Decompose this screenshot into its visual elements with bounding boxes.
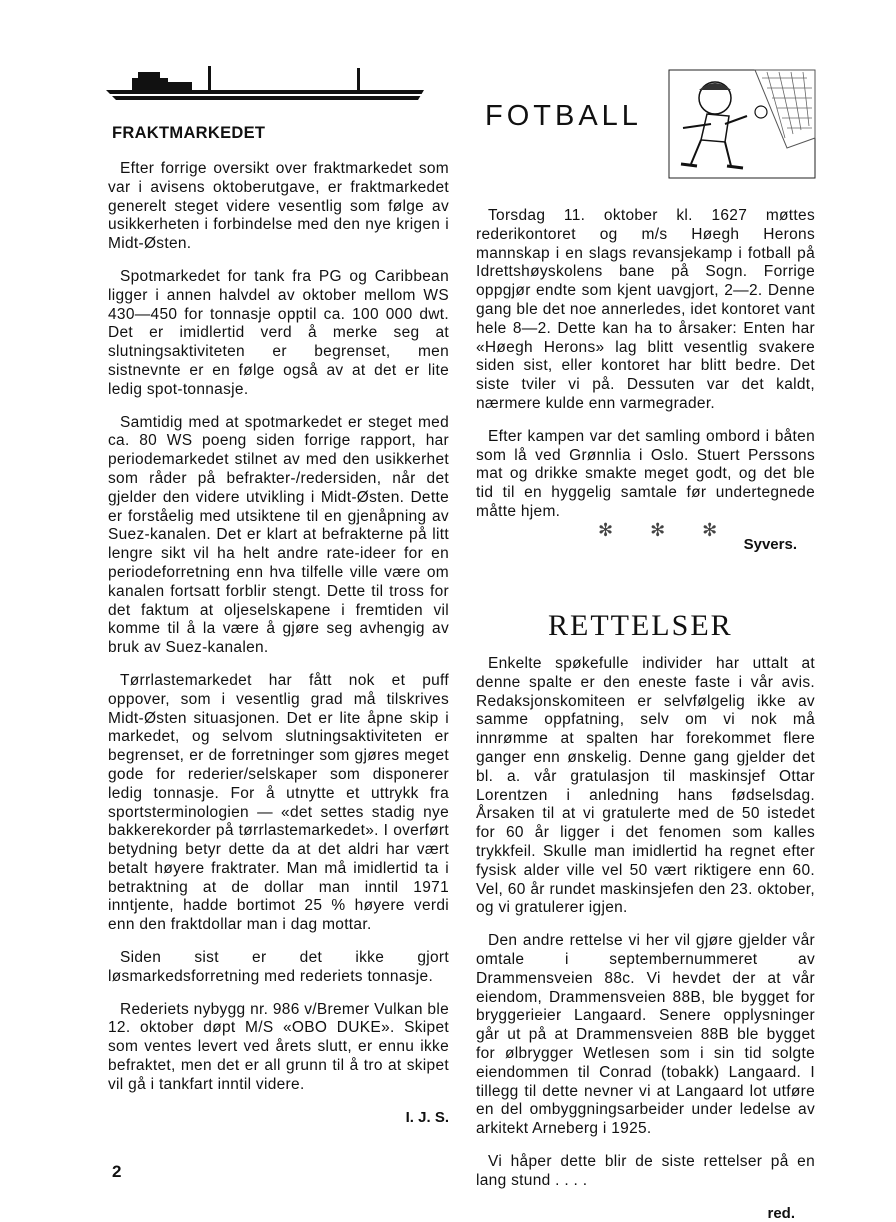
page-number: 2 (112, 1162, 122, 1181)
paragraph: Rederiets nybygg nr. 986 v/Bremer Vulkan ble 12. oktober døpt M/S «OBO DUKE». Skipet som ventes levert ved årets slutt, er ennu ikke befraktet, men det er all grunn til å tro at skipet vil gå i tankfart inntil videre. (108, 1000, 449, 1093)
paragraph: Samtidig med at spotmarkedet er steget med ca. 80 WS poeng siden forrige rapport, har periodemarkedet stilnet av med den usikkerhet som råder på befrakter-/redersiden, når det gjelder den videre utvikling i Midt-Østen. Dette er forståelig med utsiktene til en gjenåpning av Suez-kanalen. Det er klart at befrakterne på litt lengre sikt vil ha helt andre rate-ideer for en periodeforretning enn hva tilfelle ville være om kanalen fortsatt forblir stengt. Dette til tross for det faktum at oljeselskapene i fremtiden vil komme til å la være å gjøre seg avhengig av bruk av Suez-kanalen. (108, 413, 449, 657)
paragraph: Tørrlastemarkedet har fått nok et puff oppover, som i vesentlig grad må tilskrives Midt-Østen situasjonen. Det er lite åpne skip i markedet, og selvom slutningsaktiviteten er begrenset, er de forretninger som gjøres meget gode for rederier/selskaper som disponerer ledig tonnasje. For å utnytte et uttrykk fra sportsterminologien — «det settes stadig nye bakkerekorder på tørrlastemarkedet». I overført betydning betyr dette da at det aldri har vært betalt høyere fraktrater. Man må imidlertid ta i betraktning at de dollar man inntil 1971 inntjente, hadde bortimot 25 % høyere verdi enn den fraktdollar man i dag mottar. (108, 671, 449, 934)
paragraph: Torsdag 11. oktober kl. 1627 møttes rederikontoret og m/s Høegh Herons mannskap i en slags revansjekamp i fotball på Idrettshøyskolens bane på Sogn. Forrige oppgjør endte som kjent uavgjort, 2—2. Denne gang ble det noe annerledes, idet kontoret vant hele 8—2. Dette kan ha to årsaker: Enten har «Høegh Herons» lag blitt vesentlig svakere siden sist, eller kontoret har blitt bedre. Det siste tviler vi på. Dessuten var det kaldt, nærmere kulde enn varmegrader. (476, 207, 815, 412)
ship-illustration (104, 62, 434, 104)
author-signature: I. J. S. (405, 1108, 449, 1126)
rettelser-heading: RETTELSER (548, 609, 733, 642)
author-signature: red. (767, 1204, 795, 1222)
fotball-heading: FOTBALL (485, 100, 642, 132)
paragraph: Efter forrige oversikt over fraktmarkedet som var i avisens oktoberutgave, er fraktmarkedet generelt steget videre vesentlig som følge av usikkerheten i forbindelse med den nye krigen i Midt-Østen. (108, 160, 449, 253)
fraktmarkedet-column (108, 160, 449, 1126)
paragraph: Vi håper dette blir de siste rettelser på en lang stund . . . . (476, 1152, 815, 1189)
fotball-column (476, 207, 815, 553)
author-signature: Syvers. (743, 535, 797, 553)
paragraph: Enkelte spøkefulle individer har uttalt at denne spalte er den eneste faste i vår avis. Redaksjonskomiteen er selvfølgelig ikke av samme oppfatning, selv om vi nok må innrømme at spalten har forekommet flere ganger enn ønskelig. Denne gang gjelder det bl. a. vår gratulasjon til maskinsjef Ottar Lorentzen i anledning hans fødselsdag. Årsaken til at vi gratulerte med de 50 istedet for 60 år ligger i det fenomen som kalles trykkfeil. Skulle man imidlertid ha regnet efter fysisk alder ville vel 50 vært riktigere enn 60. Vel, 60 år rundet maskinsjefen den 23. oktober, og vi gratulerer igjen. (476, 655, 815, 917)
paragraph: Den andre rettelse vi her vil gjøre gjelder vår omtale i septembernummeret av Drammensveien 88c. Vi hevdet der at vår eiendom, Drammensveien 88B, ble bygget for bryggerieier Langaard. Senere opplysninger går ut på at Drammensveien 88B ble bygget for ølbrygger Wetlesen som i sin tid solgte eiendommen til Conrad (tobakk) Langaard. I tillegg til dette nevner vi at Langaard lot utføre en del ombyggningsarbeider under ledelse av arkitekt Arneberg i 1925. (476, 932, 815, 1138)
paragraph: Siden sist er det ikke gjort løsmarkedsforretning med rederiets tonnasje. (108, 949, 449, 985)
section-separator: ✻ ✻ ✻ (598, 520, 734, 540)
paragraph: Efter kampen var det samling ombord i båten som lå ved Grønnlia i Oslo. Stuert Perssons mat og drikke smakte meget godt, og det ble tid til en hyggelig samtale før undertegnede måtte hjem. (476, 427, 815, 520)
football-cartoon (667, 68, 817, 180)
fraktmarkedet-heading: FRAKTMARKEDET (112, 124, 266, 142)
rettelser-column (476, 655, 815, 1222)
paragraph: Spotmarkedet for tank fra PG og Caribbean ligger i annen halvdel av oktober mellom WS 430—450 for tonnasje opptil ca. 100 000 dwt. Det er imidlertid verd å merke seg at slutningsaktiviteten er begrenset, men sistnevnte er en følge også av at det er lite ledig spot-tonnasje. (108, 267, 449, 398)
